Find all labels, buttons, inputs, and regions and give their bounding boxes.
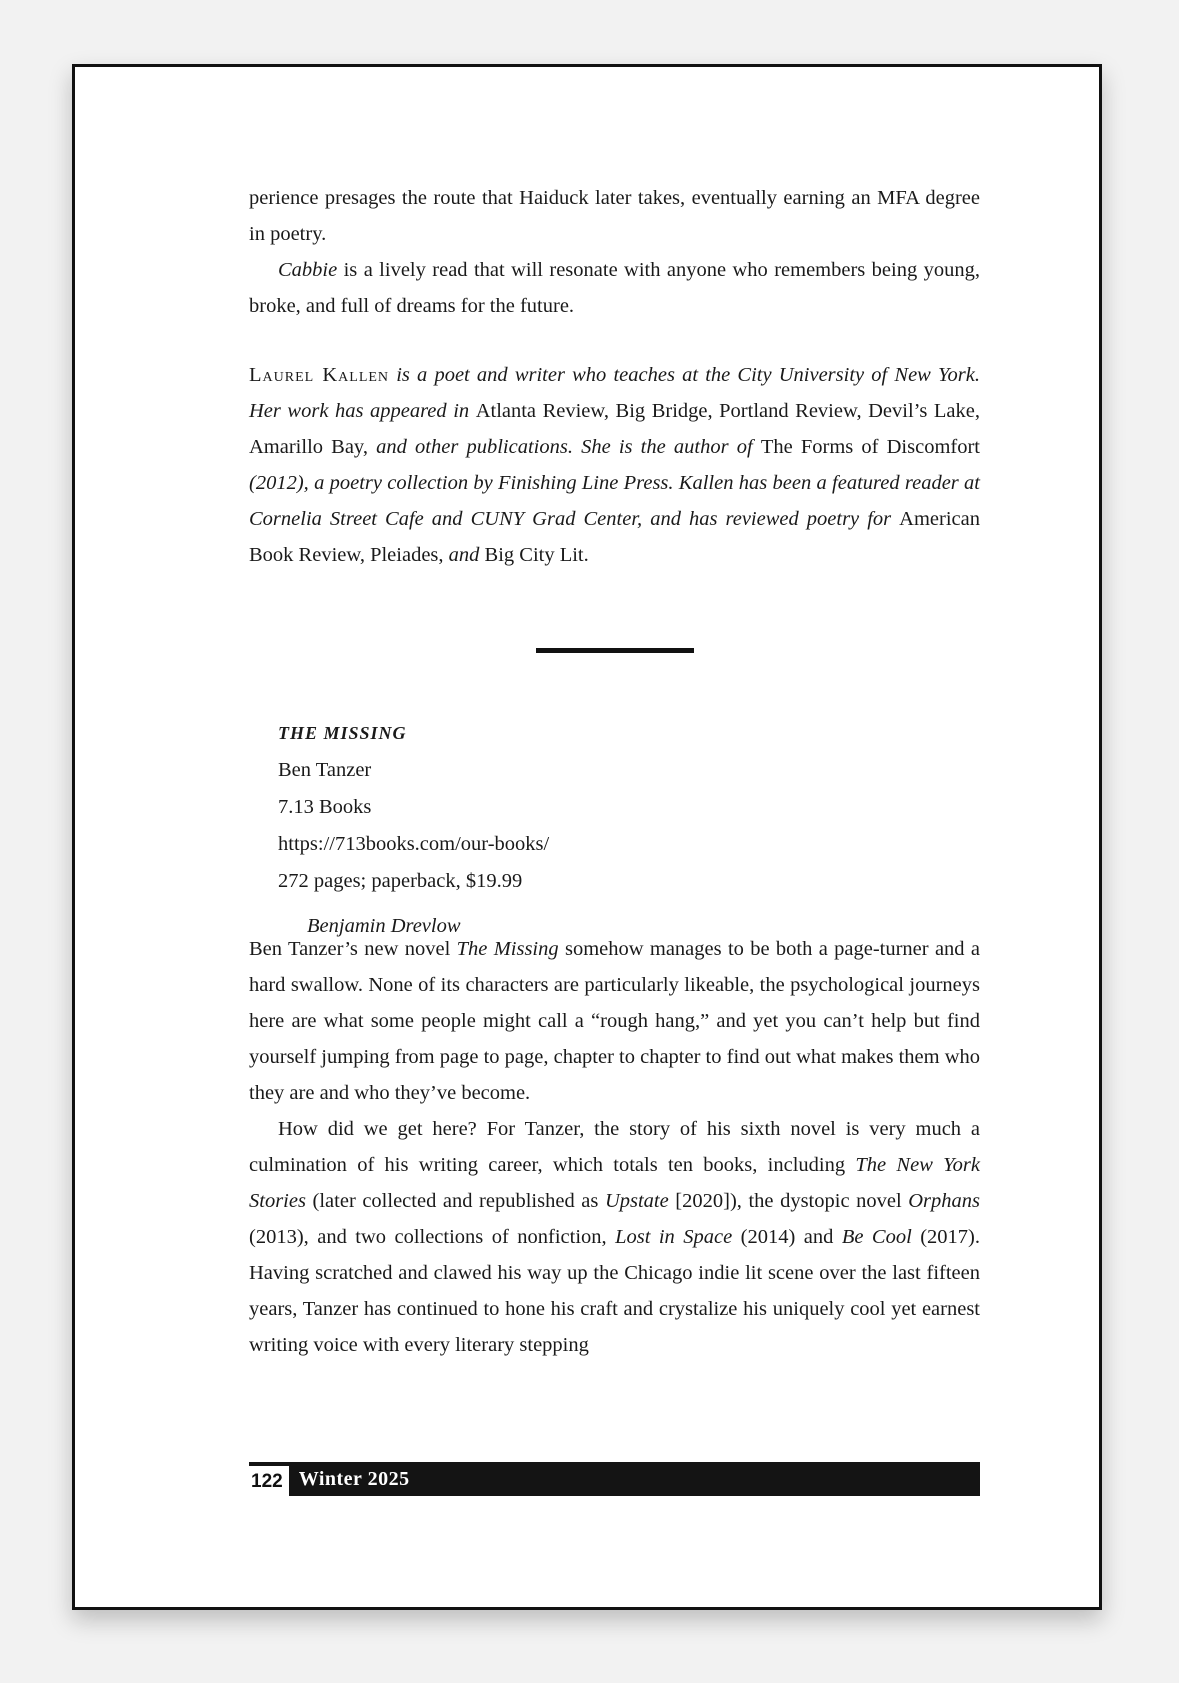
page-number: 122 xyxy=(249,1466,289,1496)
review-paragraph-1 xyxy=(249,931,980,1111)
review-paragraph-2 xyxy=(249,1111,980,1363)
bio-text-1: is a poet and writer who teaches at the City University of New York. Her work has appeared in xyxy=(249,364,980,422)
bio-book-title: The Forms of Discomfort xyxy=(760,436,980,458)
bio-text-4: and xyxy=(443,544,485,566)
book-publisher: 7.13 Books xyxy=(278,796,372,818)
review-p2-title-2: Upstate xyxy=(604,1190,669,1212)
previous-review-paragraph-2 xyxy=(249,252,980,324)
reviewer-bio-paragraph xyxy=(249,357,980,573)
previous-review-paragraph-1: perience presages the route that Haiduck later takes, eventually earning an MFA degree in poetry. xyxy=(249,187,980,245)
bio-publications-1: Atlanta Review, Big Bridge, Portland Review, Devil’s Lake, Amarillo Bay, xyxy=(249,400,980,458)
review-p1-title: The Missing xyxy=(456,938,559,960)
section-divider xyxy=(536,648,694,653)
previous-review-ending xyxy=(249,180,980,324)
review-p2-text-f: (2017). Having scratched and clawed his way up the Chicago indie lit scene over the last fifteen years, Tanzer has continued to hone his craft and crystalize his uniquely cool yet earnest writing voice with every literary stepping xyxy=(249,1226,981,1356)
book-author: Ben Tanzer xyxy=(278,759,372,781)
review-p2-text-c: [2020]), the dystopic novel xyxy=(668,1190,909,1212)
book-url: https://713books.com/our-books/ xyxy=(278,833,550,855)
review-p1-text-a: Ben Tanzer’s new novel xyxy=(249,938,457,960)
page-footer xyxy=(249,1462,980,1496)
reviewer-name: Benjamin Drevlow xyxy=(307,915,461,937)
review-p2-text-d: (2013), and two collections of nonfiction, xyxy=(249,1226,616,1248)
bio-publications-2a: American Book Review, Pleiades, xyxy=(249,508,980,566)
cabbie-title: Cabbie xyxy=(278,259,338,281)
review-p1-text-b: somehow manages to be both a page-turner and a hard swallow. None of its characters are particularly likeable, the psychological journeys here are what some people might call a “rough hang,” and yet you can’t help but find yourself jumping from page to page, chapter to chapter to find out what makes them who they are and who they’ve become. xyxy=(249,938,980,1104)
review-p2-text-b: (later collected and republished as xyxy=(305,1190,605,1212)
reviewer-bio xyxy=(249,357,980,573)
review-p2-title-4: Lost in Space xyxy=(615,1226,733,1248)
review-p2-title-1: The New York Stories xyxy=(249,1154,981,1212)
book-details: 272 pages; paperback, $19.99 xyxy=(278,870,523,892)
review-body xyxy=(249,931,980,1363)
book-info xyxy=(278,715,878,945)
review-p2-text-e: (2014) and xyxy=(732,1226,842,1248)
book-title: THE MISSING xyxy=(278,723,407,743)
bio-text-2: and other publications. She is the author of xyxy=(367,436,761,458)
bio-publications-2b: Big City Lit. xyxy=(484,544,589,566)
bio-text-3: (2012), a poetry collection by Finishing Line Press. Kallen has been a featured reader at Cornelia Street Cafe and CUNY Grad Center, and has reviewed poetry for xyxy=(249,472,980,530)
review-p2-text-a: How did we get here? For Tanzer, the story of his sixth novel is very much a culmination of his writing career, which totals ten books, including xyxy=(249,1118,980,1176)
review-p2-title-5: Be Cool xyxy=(841,1226,912,1248)
bio-name: Laurel Kallen xyxy=(249,364,390,386)
review-p2-title-3: Orphans xyxy=(908,1190,981,1212)
issue-label: Winter 2025 xyxy=(298,1467,410,1490)
document-page xyxy=(72,64,1102,1610)
previous-review-paragraph-2-text: is a lively read that will resonate with anyone who remembers being young, broke, and full of dreams for the future. xyxy=(249,259,980,317)
